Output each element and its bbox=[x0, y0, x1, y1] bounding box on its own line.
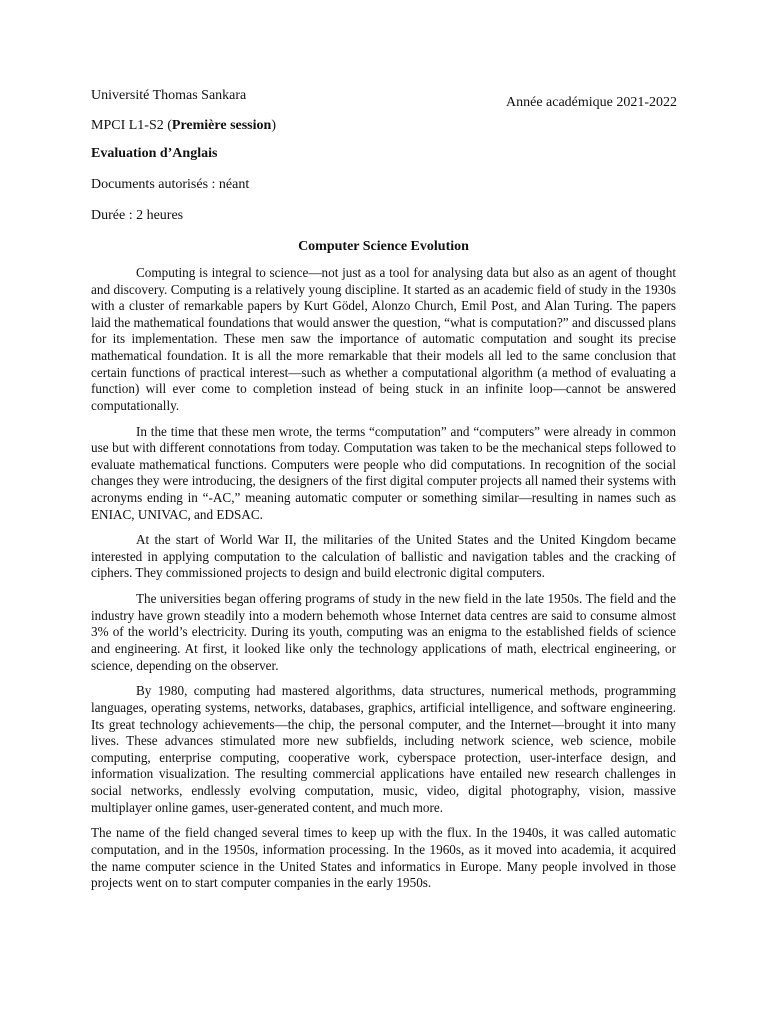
exam-duration: Durée : 2 heures bbox=[91, 208, 184, 223]
course-suffix: ) bbox=[271, 118, 276, 133]
evaluation-title: Evaluation d’Anglais bbox=[91, 146, 218, 161]
paragraph-1: Computing is integral to science—not just as a tool for analysing data but also as an agent of thought and discovery. Computing is a relatively young discipline. It started as an academic field of study in the 1930s with a cluster of remarkable papers by Kurt Gödel, Alonzo Church, Emil Post, and Alan Turing. The papers laid the mathematical foundations that would answer the question, “what is computation?” and discussed plans for its implementation. These men saw the importance of automatic computation and sought its precise mathematical foundation. It is all the more remarkable that their models all led to the same conclusion that certain functions of practical interest—such as whether a computational algorithm (a method of evaluating a function) will ever come to completion instead of being stuck in an infinite loop—cannot be answered computationally. bbox=[91, 265, 676, 413]
text-title: Computer Science Evolution bbox=[298, 239, 469, 254]
course-prefix: MPCI L1-S2 ( bbox=[91, 118, 172, 133]
academic-year: Année académique 2021-2022 bbox=[506, 95, 678, 110]
paragraph-4: The universities began offering programs of study in the new field in the late 1950s. The field and the industry have grown steadily into a modern behemoth whose Internet data centres are said to consume almost 3% of the world’s electricity. During its youth, computing was an enigma to the established fields of science and engineering. At first, it looked like only the technology applications of math, electrical engineering, or science, depending on the observer. bbox=[91, 591, 676, 673]
paragraph-5: By 1980, computing had mastered algorithms, data structures, numerical methods, programming languages, operating systems, networks, databases, graphics, artificial intelligence, and software engineering. Its great technology achievements—the chip, the personal computer, and the Internet—brought it into many lives. These advances stimulated more new subfields, including network science, web science, mobile computing, enterprise computing, cooperative work, cyberspace protection, user-interface design, and information visualization. The resulting commercial applications have entailed new research challenges in social networks, endlessly evolving computation, music, video, digital photography, vision, massive multiplayer online games, user-generated content, and much more. bbox=[91, 683, 676, 815]
course-line bbox=[91, 117, 276, 135]
university-name: Université Thomas Sankara bbox=[91, 88, 247, 103]
documents-allowed: Documents autorisés : néant bbox=[91, 177, 250, 192]
paragraph-2: In the time that these men wrote, the terms “computation” and “computers” were already in common use but with different connotations from today. Computation was taken to be the mechanical steps followed to evaluate mathematical functions. Computers were people who did computations. In recognition of the social changes they were introducing, the designers of the first digital computer projects all named their systems with acronyms ending in “-AC,” meaning automatic computer or something similar—resulting in names such as ENIAC, UNIVAC, and EDSAC. bbox=[91, 423, 676, 522]
paragraph-3: At the start of World War II, the militaries of the United States and the United Kingdom became interested in applying computation to the calculation of ballistic and navigation tables and the cracking of ciphers. They commissioned projects to design and build electronic digital computers. bbox=[91, 532, 676, 581]
paragraph-6: The name of the field changed several times to keep up with the flux. In the 1940s, it was called automatic computation, and in the 1950s, information processing. In the 1960s, as it moved into academia, it acquired the name computer science in the United States and informatics in Europe. Many people involved in those projects went on to start computer companies in the early 1950s. bbox=[91, 825, 676, 891]
course-session: Première session bbox=[171, 118, 272, 133]
text-body bbox=[91, 265, 676, 901]
